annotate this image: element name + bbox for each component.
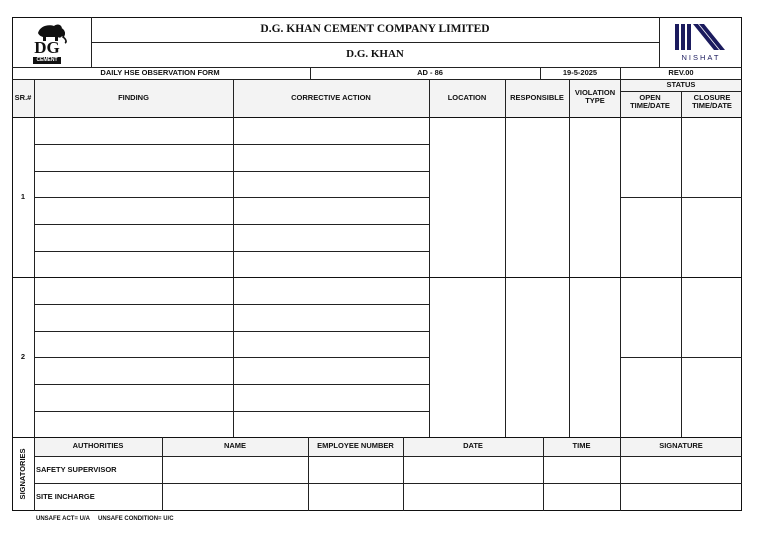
row-number-2: 2 xyxy=(20,352,26,361)
logo-dg-text: DG xyxy=(34,38,60,57)
sig-header-name: NAME xyxy=(223,441,247,450)
dg-cement-logo xyxy=(24,21,76,65)
company-name: D.G. KHAN CEMENT COMPANY LIMITED xyxy=(260,23,490,35)
form-date: 19-5-2025 xyxy=(562,68,598,77)
col-open-time-date: OPEN TIME/DATE xyxy=(630,93,670,110)
logo-nishat-text: NISHAT xyxy=(681,53,721,62)
nishat-logo xyxy=(667,20,735,66)
sig-header-employee-number: EMPLOYEE NUMBER xyxy=(317,441,394,450)
footer-legend: UNSAFE ACT= U/A UNSAFE CONDITION= U/C xyxy=(36,516,174,522)
col-responsible: RESPONSIBLE xyxy=(510,93,564,102)
col-violation-type: VIOLATION TYPE xyxy=(574,88,616,105)
sig-header-time: TIME xyxy=(572,441,591,450)
col-closure-time-date: CLOSURE TIME/DATE xyxy=(692,93,732,110)
area-code: AD - 86 xyxy=(417,68,443,77)
form-name: DAILY HSE OBSERVATION FORM xyxy=(100,68,220,77)
sig-header-signature: SIGNATURE xyxy=(659,441,703,450)
sig-header-authorities: AUTHORITIES xyxy=(72,441,124,450)
col-corrective-action: CORRECTIVE ACTION xyxy=(291,93,371,102)
logo-cement-text: CEMENT xyxy=(33,57,61,64)
col-sr: SR.# xyxy=(14,93,32,102)
revision-label: REV.00 xyxy=(668,68,694,77)
col-finding: FINDING xyxy=(118,93,149,102)
sig-row-site-incharge: SITE INCHARGE xyxy=(36,492,95,501)
company-location: D.G. KHAN xyxy=(346,48,404,60)
signatories-side-label: SIGNATORIES xyxy=(18,448,28,500)
col-location: LOCATION xyxy=(447,93,487,102)
sig-row-safety-supervisor: SAFETY SUPERVISOR xyxy=(36,465,117,474)
sig-header-date: DATE xyxy=(463,441,483,450)
col-status: STATUS xyxy=(666,80,696,89)
row-number-1: 1 xyxy=(20,192,26,201)
